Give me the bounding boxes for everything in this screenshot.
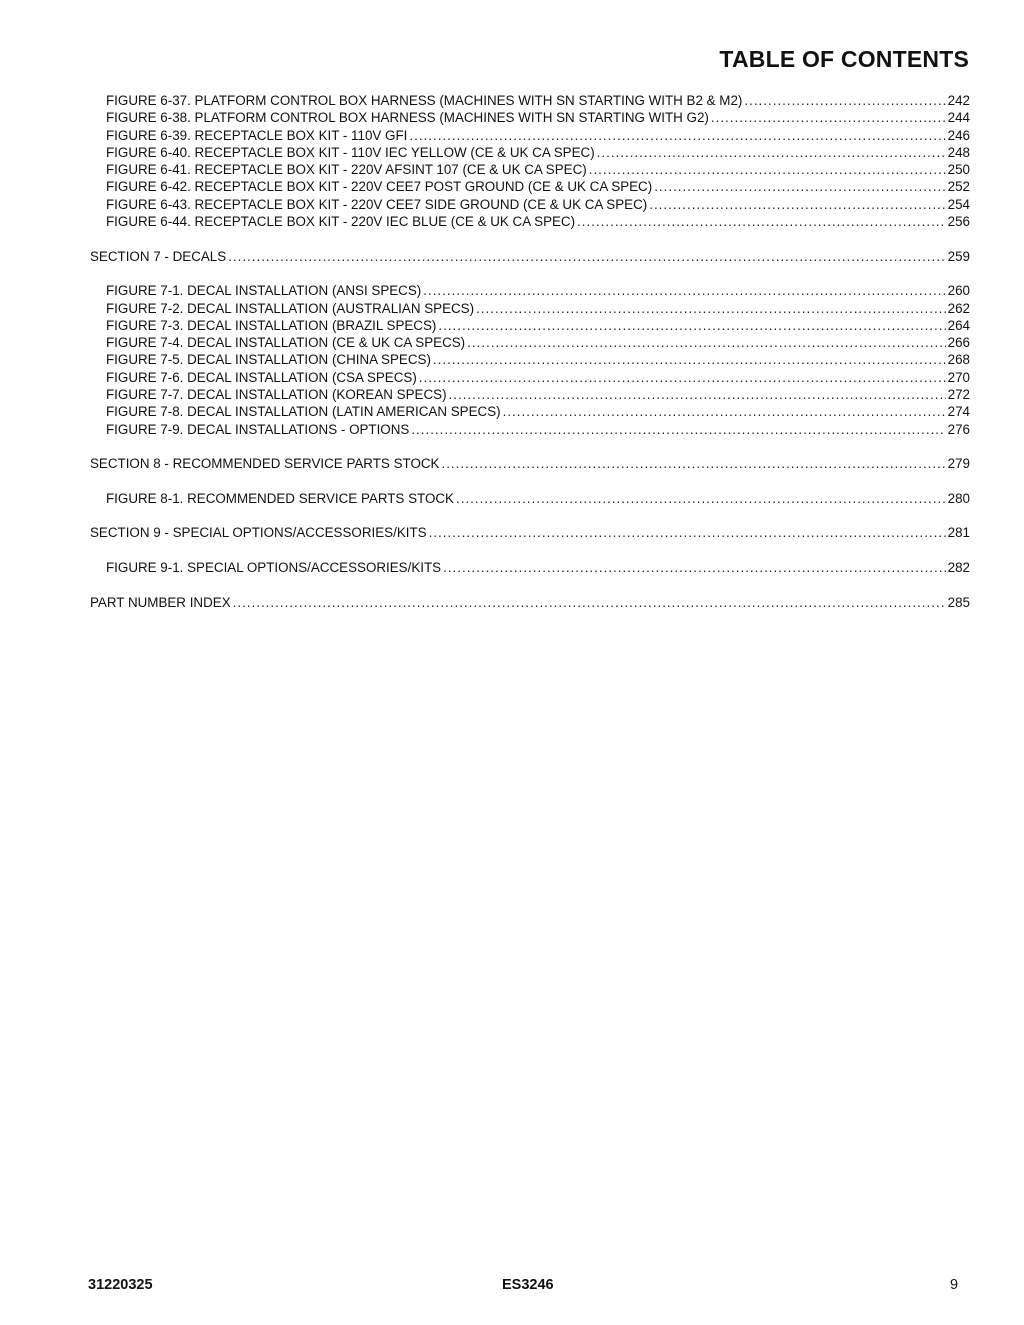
- toc-entry-page: 256: [947, 214, 970, 230]
- toc-entry-page: 276: [947, 421, 970, 437]
- toc-dot-leader: [228, 248, 945, 265]
- toc-entry-label: SECTION 7 - DECALS: [90, 248, 227, 264]
- toc-entry-label: FIGURE 6-38. PLATFORM CONTROL BOX HARNESS (MACHINES WITH SN STARTING WITH G2): [106, 110, 709, 126]
- toc-figure-entry[interactable]: [90, 109, 970, 126]
- toc-entry-label: FIGURE 7-8. DECAL INSTALLATION (LATIN AMERICAN SPECS): [106, 404, 501, 420]
- toc-figure-entry[interactable]: [90, 421, 970, 438]
- toc-entry-page: 259: [947, 248, 970, 264]
- toc-entry-page: 248: [947, 144, 970, 160]
- toc-entry-label: FIGURE 8-1. RECOMMENDED SERVICE PARTS STOCK: [106, 490, 454, 506]
- toc-entry-label: FIGURE 7-2. DECAL INSTALLATION (AUSTRALIAN SPECS): [106, 300, 475, 316]
- toc-dot-leader: [589, 161, 946, 178]
- toc-figure-entry[interactable]: [90, 213, 970, 230]
- toc-entry-page: 280: [947, 490, 970, 506]
- toc-dot-leader: [649, 196, 945, 213]
- toc-figure-entry[interactable]: [90, 490, 970, 507]
- toc-entry-label: FIGURE 7-9. DECAL INSTALLATIONS - OPTIONS: [106, 421, 410, 437]
- toc-entry-label: SECTION 8 - RECOMMENDED SERVICE PARTS STOCK: [90, 456, 440, 472]
- toc-entry-page: 254: [947, 196, 970, 212]
- toc-dot-leader: [441, 455, 945, 472]
- toc-dot-leader: [409, 127, 945, 144]
- toc-figure-entry[interactable]: [90, 178, 970, 195]
- toc-figure-entry[interactable]: [90, 317, 970, 334]
- toc-figure-entry[interactable]: [90, 282, 970, 299]
- toc-figure-entry[interactable]: [90, 196, 970, 213]
- toc-entry-page: 282: [947, 560, 970, 576]
- toc-entry-page: 246: [947, 127, 970, 143]
- toc-entry-page: 285: [947, 594, 970, 610]
- toc-entry-label: FIGURE 6-41. RECEPTACLE BOX KIT - 220V AFSINT 107 (CE & UK CA SPEC): [106, 162, 587, 178]
- toc-figure-entry[interactable]: [90, 334, 970, 351]
- toc-section-entry[interactable]: [90, 524, 970, 541]
- toc-entry-label: FIGURE 7-6. DECAL INSTALLATION (CSA SPECS): [106, 369, 417, 385]
- toc-entry-label: FIGURE 7-5. DECAL INSTALLATION (CHINA SPECS): [106, 352, 431, 368]
- toc-entry-label: FIGURE 6-40. RECEPTACLE BOX KIT - 110V IEC YELLOW (CE & UK CA SPEC): [106, 144, 595, 160]
- toc-figure-entry[interactable]: [90, 92, 970, 109]
- toc-entry-label: FIGURE 7-3. DECAL INSTALLATION (BRAZIL SPECS): [106, 317, 437, 333]
- toc-figure-entry[interactable]: [90, 300, 970, 317]
- toc-entry-page: 270: [947, 369, 970, 385]
- toc-entry-page: 250: [947, 162, 970, 178]
- toc-dot-leader: [449, 386, 946, 403]
- toc-entry-page: 244: [947, 110, 970, 126]
- toc-entry-page: 262: [947, 300, 970, 316]
- toc-figure-entry[interactable]: [90, 386, 970, 403]
- toc-entry-page: 272: [947, 387, 970, 403]
- toc-entry-label: FIGURE 6-37. PLATFORM CONTROL BOX HARNESS (MACHINES WITH SN STARTING WITH B2 & M2): [106, 93, 743, 108]
- toc-dot-leader: [467, 334, 946, 351]
- toc-dot-leader: [423, 282, 945, 299]
- toc-dot-leader: [429, 524, 946, 541]
- table-of-contents: [90, 92, 970, 611]
- toc-figure-entry[interactable]: [90, 403, 970, 420]
- toc-entry-label: FIGURE 6-42. RECEPTACLE BOX KIT - 220V CEE7 POST GROUND (CE & UK CA SPEC): [106, 179, 653, 195]
- toc-dot-leader: [411, 421, 945, 438]
- toc-entry-label: SECTION 9 - SPECIAL OPTIONS/ACCESSORIES/KITS: [90, 525, 427, 541]
- toc-figure-entry[interactable]: [90, 559, 970, 576]
- toc-section-entry[interactable]: [90, 594, 970, 611]
- toc-entry-label: FIGURE 6-44. RECEPTACLE BOX KIT - 220V IEC BLUE (CE & UK CA SPEC): [106, 214, 576, 230]
- toc-dot-leader: [503, 403, 946, 420]
- toc-entry-page: 264: [947, 317, 970, 333]
- toc-dot-leader: [433, 351, 946, 368]
- toc-entry-page: 281: [947, 525, 970, 541]
- toc-entry-page: 268: [947, 352, 970, 368]
- toc-entry-page: 242: [947, 93, 970, 108]
- toc-entry-label: FIGURE 6-39. RECEPTACLE BOX KIT - 110V GFI: [106, 127, 408, 143]
- toc-figure-entry[interactable]: [90, 161, 970, 178]
- toc-entry-label: FIGURE 7-7. DECAL INSTALLATION (KOREAN SPECS): [106, 387, 447, 403]
- toc-entry-page: 252: [947, 179, 970, 195]
- toc-figure-entry[interactable]: [90, 369, 970, 386]
- toc-figure-entry[interactable]: [90, 127, 970, 144]
- toc-entry-label: FIGURE 7-4. DECAL INSTALLATION (CE & UK CA SPECS): [106, 335, 466, 351]
- toc-figure-entry[interactable]: [90, 351, 970, 368]
- footer-document-number: 31220325: [88, 1277, 153, 1293]
- toc-dot-leader: [419, 369, 946, 386]
- toc-dot-leader: [744, 92, 945, 109]
- page-title: TABLE OF CONTENTS: [719, 46, 969, 72]
- toc-entry-page: 274: [947, 404, 970, 420]
- toc-entry-label: FIGURE 7-1. DECAL INSTALLATION (ANSI SPECS): [106, 283, 422, 299]
- toc-dot-leader: [711, 109, 946, 126]
- toc-dot-leader: [438, 317, 945, 334]
- toc-figure-entry[interactable]: [90, 144, 970, 161]
- toc-section-entry[interactable]: [90, 248, 970, 265]
- toc-dot-leader: [443, 559, 946, 576]
- toc-entry-page: 266: [947, 335, 970, 351]
- toc-entry-label: FIGURE 6-43. RECEPTACLE BOX KIT - 220V CEE7 SIDE GROUND (CE & UK CA SPEC): [106, 196, 648, 212]
- toc-dot-leader: [233, 594, 946, 611]
- footer-model: ES3246: [502, 1277, 554, 1293]
- toc-entry-label: PART NUMBER INDEX: [90, 594, 231, 610]
- toc-dot-leader: [476, 300, 946, 317]
- toc-entry-page: 279: [947, 456, 970, 472]
- footer-page-number: 9: [950, 1277, 959, 1293]
- toc-entry-label: FIGURE 9-1. SPECIAL OPTIONS/ACCESSORIES/KITS: [106, 560, 442, 576]
- toc-entry-page: 260: [947, 283, 970, 299]
- toc-dot-leader: [654, 178, 945, 195]
- toc-dot-leader: [597, 144, 946, 161]
- toc-section-entry[interactable]: [90, 455, 970, 472]
- toc-dot-leader: [577, 213, 946, 230]
- toc-dot-leader: [456, 490, 946, 507]
